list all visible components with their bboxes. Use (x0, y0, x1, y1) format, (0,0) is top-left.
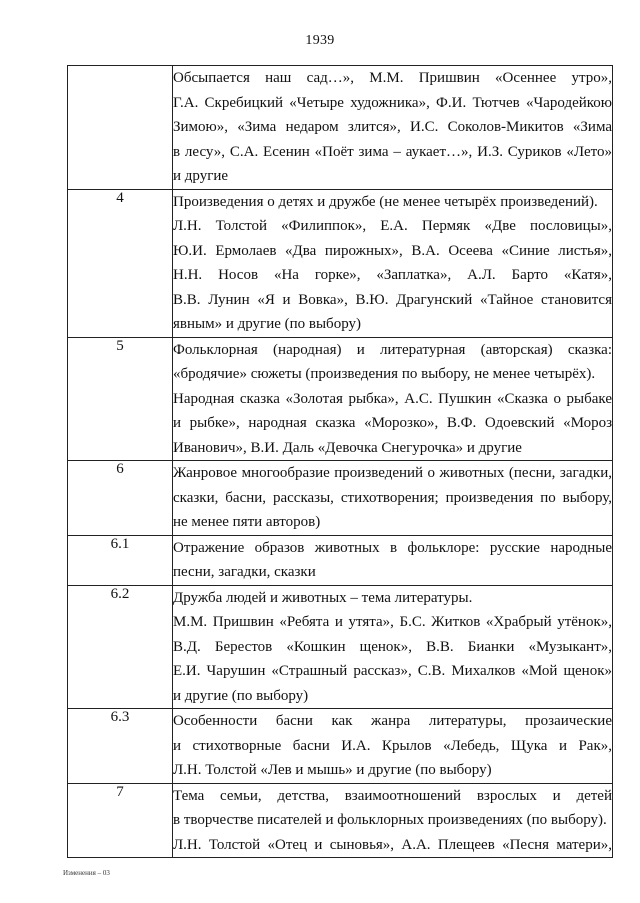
content-line: Народная сказка «Золотая рыбка», А.С. Пушкин «Сказка о рыбаке (173, 390, 612, 407)
content-line: Иванович», В.И. Даль «Девочка Снегурочка» и другие (173, 439, 522, 456)
table-row (68, 461, 613, 536)
content-line: «бродячие» сюжеты (произведения по выбору, не менее четырёх). (173, 366, 596, 382)
table-row (68, 189, 613, 337)
content-line: и рыбке», народная сказка «Морозко», В.Ф. Одоевский «Мороз (173, 415, 612, 431)
section-number (68, 66, 173, 190)
content-line: и другие (173, 168, 229, 184)
curriculum-table (67, 65, 613, 858)
section-content (173, 585, 613, 709)
table-row (68, 783, 613, 858)
content-line: Г.А. Скребицкий «Четыре художника», Ф.И. Тютчев «Чародейкою (173, 94, 612, 111)
section-content (173, 461, 613, 536)
section-content (173, 709, 613, 784)
page-number: 1939 (305, 33, 335, 48)
footer-note: Изменения – 03 (63, 869, 110, 877)
table-body (68, 66, 613, 858)
section-number: 5 (68, 337, 173, 461)
content-line: Обсыпается наш сад…», М.М. Пришвин «Осеннее утро», (173, 70, 612, 86)
content-line: и другие (по выбору) (173, 687, 309, 704)
content-line: Тема семьи, детства, взаимоотношений взрослых и детей (173, 787, 612, 804)
content-line: Л.Н. Толстой «Филиппок», Е.А. Пермяк «Две пословицы», (173, 218, 612, 234)
table-row (68, 585, 613, 709)
section-content (173, 535, 613, 585)
table-row (68, 709, 613, 784)
content-line: и стихотворные басни И.А. Крылов «Лебедь, Щука и Рак», (173, 737, 612, 754)
content-line: Н.Н. Носов «На горке», «Заплатка», А.Л. Барто «Катя», (173, 267, 612, 283)
content-line: песни, загадки, сказки (173, 564, 316, 580)
section-number: 7 (68, 783, 173, 858)
content-line: в лесу», С.А. Есенин «Поёт зима – аукает…», И.З. Суриков «Лето» (173, 143, 612, 160)
content-line: Зимою», «Зима недаром злится», И.С. Соколов-Микитов «Зима (173, 119, 612, 135)
content-line: В.Д. Берестов «Кошкин щенок», В.В. Бианки «Музыкант», (173, 638, 612, 655)
content-line: не менее пяти авторов) (173, 514, 321, 530)
content-line: М.М. Пришвин «Ребята и утята», Б.С. Житков «Храбрый утёнок», (173, 614, 612, 630)
content-line: В.В. Лунин «Я и Вовка», В.Ю. Драгунский «Тайное становится (173, 291, 612, 308)
section-number: 6.2 (68, 585, 173, 709)
table-row (68, 535, 613, 585)
table-row (68, 66, 613, 190)
content-line: в творчестве писателей и фольклорных произведениях (по выбору). (173, 812, 607, 828)
section-content (173, 189, 613, 337)
content-line: сказки, басни, рассказы, стихотворения; произведения по выбору, (173, 489, 612, 506)
content-line: Л.Н. Толстой «Отец и сыновья», А.А. Плещеев «Песня матери», (173, 836, 612, 853)
content-line: Особенности басни как жанра литературы, прозаические (173, 713, 612, 729)
content-line: Жанровое многообразие произведений о животных (песни, загадки, (173, 465, 612, 481)
content-line: Дружба людей и животных – тема литературы. (173, 589, 473, 606)
content-line: Л.Н. Толстой «Лев и мышь» и другие (по выбору) (173, 762, 492, 778)
content-line: Произведения о детях и дружбе (не менее четырёх произведений). (173, 193, 598, 210)
content-line: Ю.И. Ермолаев «Два пирожных», В.А. Осеева «Синие листья», (173, 242, 612, 259)
content-line: Е.И. Чарушин «Страшный рассказ», С.В. Михалков «Мой щенок» (173, 663, 612, 679)
section-content (173, 783, 613, 858)
section-number: 4 (68, 189, 173, 337)
table-row (68, 337, 613, 461)
content-line: Фольклорная (народная) и литературная (авторская) сказка: (173, 341, 612, 358)
content-line: Отражение образов животных в фольклоре: русские народные (173, 539, 612, 556)
section-content (173, 66, 613, 190)
section-number: 6 (68, 461, 173, 536)
section-number: 6.1 (68, 535, 173, 585)
section-number: 6.3 (68, 709, 173, 784)
section-content (173, 337, 613, 461)
content-line: явным» и другие (по выбору) (173, 316, 361, 332)
